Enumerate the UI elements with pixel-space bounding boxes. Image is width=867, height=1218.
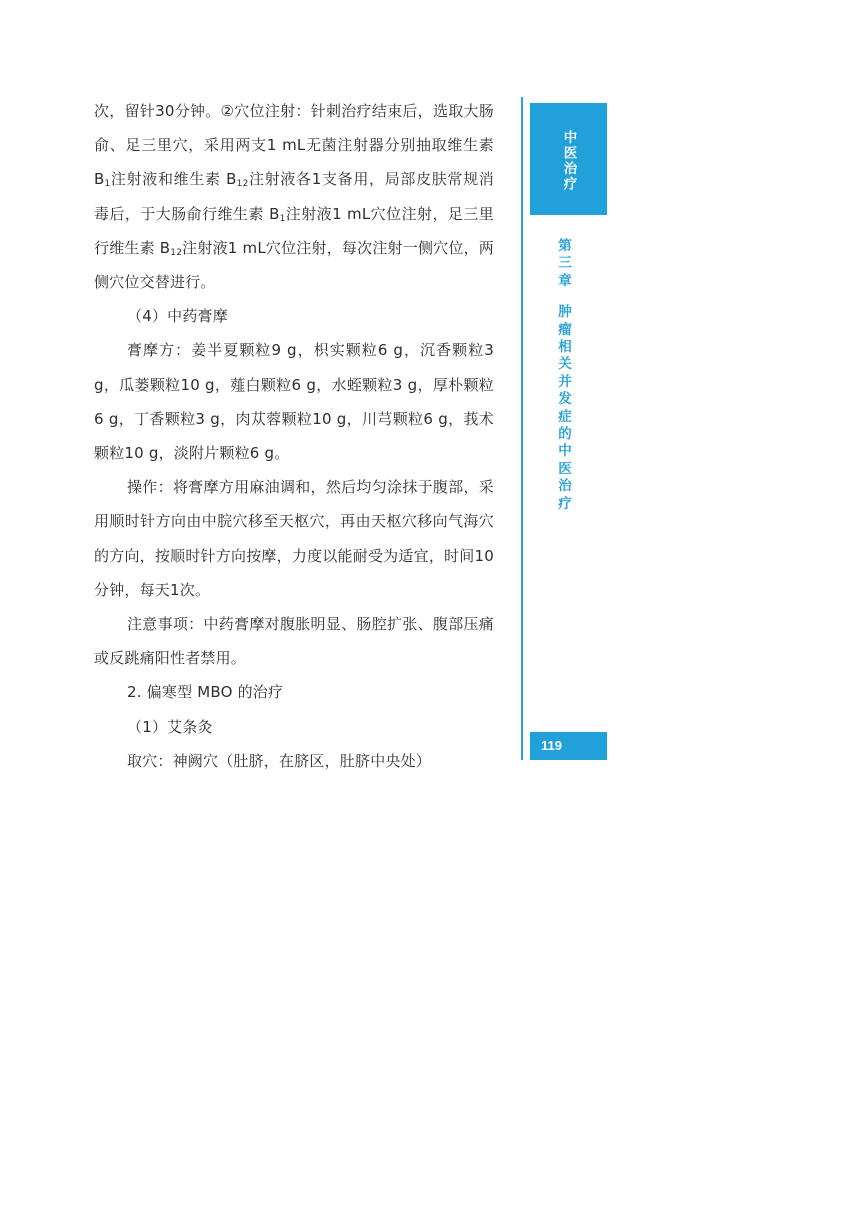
chapter-running-head bbox=[555, 238, 575, 513]
margin-divider-line bbox=[521, 97, 523, 760]
paragraph-acupoint-injection: 次，留针30分钟。②穴位注射：针刺治疗结束后，选取大肠俞、足三里穴，采用两支1 mL无菌注射器分别抽取维生素 $B_1$注射液和维生素 $B_{12}$注射液各1支备用，局部皮肤常规消毒后，于大肠俞行维生素 $B_1$注射液1 mL穴位注射，足三里行维生素 $B_{12}$注射液1 mL穴位注射，每次注射一侧穴位，两侧穴位交替进行。 bbox=[94, 102, 495, 292]
section-tab bbox=[530, 103, 607, 215]
subheading-herbal-massage: （4）中药膏摩 bbox=[127, 307, 228, 326]
paragraph-precautions: 注意事项：中药膏摩对腹胀明显、肠腔扩张、腹部压痛或反跳痛阳性者禁用。 bbox=[94, 615, 494, 668]
heading-cold-type-mbo: 2. 偏寒型 MBO 的治疗 bbox=[127, 683, 284, 702]
page-number: 119 bbox=[530, 732, 607, 760]
paragraph-formula: 膏摩方：姜半夏颗粒9 g，枳实颗粒6 g，沉香颗粒3 g，瓜蒌颗粒10 g，薤白颗粒6 g，水蛭颗粒3 g，厚朴颗粒6 g，丁香颗粒3 g，肉苁蓉颗粒10 g，川芎颗粒6 g，莪术颗粒10 g，淡附片颗粒6 g。 bbox=[94, 341, 494, 463]
subheading-moxibustion: （1）艾条灸 bbox=[127, 717, 213, 736]
paragraph-acupoint-selection: 取穴：神阙穴（肚脐，在脐区，肚脐中央处） bbox=[127, 751, 432, 770]
chapter-title: 肿 瘤 相 关 并 发 症 的 中 医 治 疗 bbox=[558, 304, 572, 512]
section-tab-label: 中医治疗 bbox=[560, 130, 577, 192]
chapter-number: 第 三 章 bbox=[558, 238, 572, 289]
body-text bbox=[94, 94, 494, 778]
paragraph-operation: 操作：将膏摩方用麻油调和，然后均匀涂抹于腹部，采用顺时针方向由中脘穴移至天枢穴，再由天枢穴移向气海穴的方向，按顺时针方向按摩，力度以能耐受为适宜，时间10分钟，每天1次。 bbox=[94, 478, 494, 599]
